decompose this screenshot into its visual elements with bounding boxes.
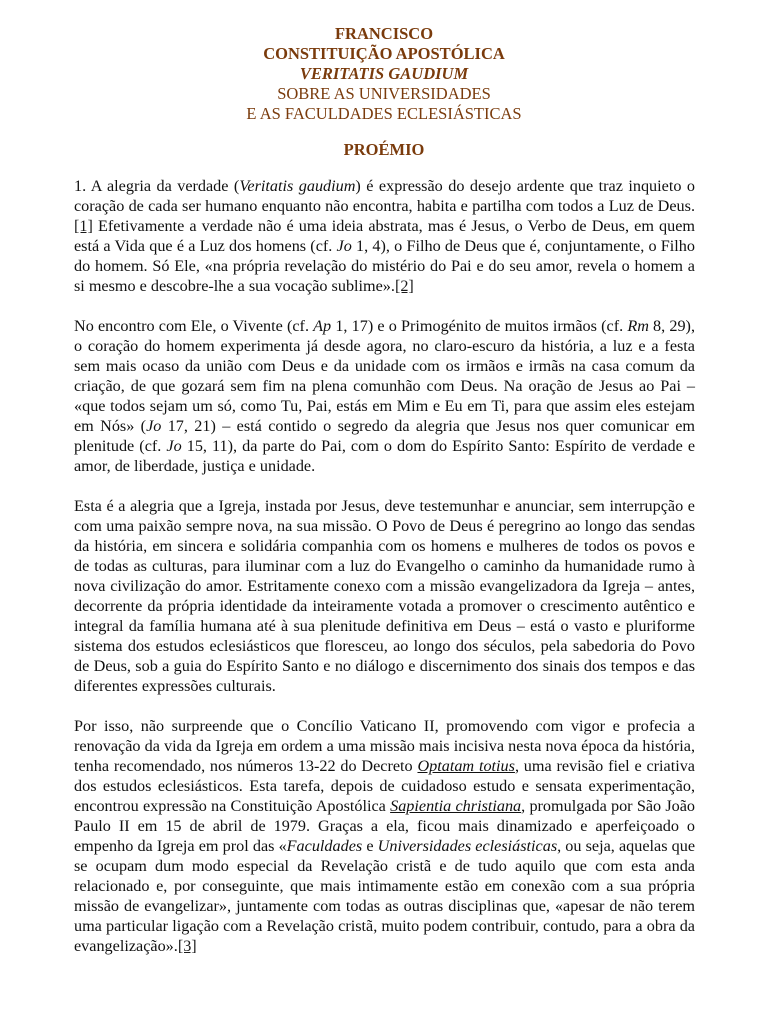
document-type: CONSTITUIÇÃO APOSTÓLICA: [263, 44, 505, 63]
text-span: Esta é a alegria que a Igreja, instada por Jesus, deve testemunhar e anunciar, sem interrupção e com uma paixão sempre nova, na sua missão. O Povo de Deus é peregrino ao longo das sendas da história, em sincera e solidária companhia com os homens e mulheres de todos os povos e de todas as culturas, para iluminar com a luz do Evangelho o caminho da humanidade rumo à nova civilização do amor. Estritamente conexo com a missão evangelizadora da Igreja – antes, decorrente da própria identidade da inteiramente votada a promover o crescimento autêntico e integral da família humana até à sua plenitude definitiva em Deus – está o vasto e pluriforme sistema dos estudos eclesiásticos que floresceu, ao longo dos séculos, pela sabedoria do Povo de Deus, sob a guia do Espírito Santo e no diálogo e discernimento dos sinais dos tempos e das diferentes expressões culturais.: [74, 497, 695, 695]
text-span: 8, 29), o coração do homem experimenta já desde agora, no claro-escuro da história, a luz e a festa sem mais ocaso da união com Deus e da unidade com os irmãos e irmãs na casa comum da criação, de que gozará sem fim na plena comunhão com Deus. Na oração de Jesus ao Pai – «que todos sejam um só, como Tu, Pai, estás em Mim e Eu em Ti, para que assim eles estejam em Nós» (: [74, 317, 695, 435]
italic-span: Veritatis gaudium: [239, 177, 356, 195]
document-title: VERITATIS GAUDIUM: [299, 64, 469, 83]
section-title: PROÉMIO: [343, 140, 425, 159]
italic-span: Ap: [313, 317, 332, 335]
text-span: , uma revisão fiel e criativa dos estudos eclesiásticos. Esta tarefa, depois de cuidadoso estudo e sensata experimentação, encontrou expressão na Constituição Apostólica: [74, 757, 695, 815]
paragraph-4: [74, 716, 695, 956]
italic-span: Jo: [146, 417, 162, 435]
paragraph-2: [74, 316, 695, 476]
text-span: 1, 17) e o Primogénito de muitos irmãos (cf.: [331, 317, 628, 335]
text-span: , ou seja, aquelas que se ocupam dum modo especial da Revelação cristã e de tudo aquilo que com esta anda relacionado e, por conseguinte, que mais intimamente estão em conexão com a sua própria missão de evangelizar», juntamente com todas as outras disciplinas que, «apesar de não terem uma particular ligação com a Revelação cristã, muito podem contribuir, contudo, para a obra da evangelização».: [74, 837, 696, 955]
footnote-link-2[interactable]: [2]: [394, 277, 414, 295]
text-span: 1, 4), o Filho de Deus que é, conjuntamente, o Filho do homem. Só Ele, «na própria revelação do mistério do Pai e do seu amor, revela o homem a si mesmo e descobre-lhe a sua vocação sublime».: [74, 237, 695, 295]
footnote-link-3[interactable]: [3]: [177, 937, 197, 955]
italic-span: Rm: [627, 317, 649, 335]
text-span: , promulgada por São João Paulo II em 15 de abril de 1979. Graças a ela, ficou mais dinamizado e aperfeiçoado o empenho da Igreja em prol das «: [74, 797, 696, 855]
italic-span: Faculdades: [286, 837, 363, 855]
italic-span: Universidades eclesiásticas: [377, 837, 558, 855]
paragraph-3: [74, 496, 695, 696]
italic-span: Jo: [336, 237, 352, 255]
text-span: e: [362, 837, 378, 855]
footnote-link-1[interactable]: [1]: [74, 217, 93, 235]
sapientia-christiana-link[interactable]: Sapientia christiana: [390, 797, 522, 815]
text-span: Efetivamente a verdade não é uma ideia abstrata, mas é Jesus, o Verbo de Deus, em quem está a Vida que é a Luz dos homens (cf.: [74, 217, 695, 255]
text-span: No encontro com Ele, o Vivente (cf.: [74, 317, 314, 335]
text-span: Por isso, não surpreende que o Concílio Vaticano II, promovendo com vigor e profecia a renovação da vida da Igreja em ordem a uma missão mais incisiva nesta nova época da história, tenha recomendado, nos números 13-22 do Decreto: [74, 717, 695, 775]
body-text: [74, 176, 695, 976]
document-subtitle-line-2: E AS FACULDADES ECLESIÁSTICAS: [246, 104, 522, 123]
document-subtitle-line-1: SOBRE AS UNIVERSIDADES: [277, 84, 491, 103]
text-span: 15, 11), da parte do Pai, com o dom do Espírito Santo: Espírito de verdade e amor, de liberdade, justiça e unidade.: [74, 437, 696, 475]
italic-span: Jo: [166, 437, 182, 455]
document-header: [0, 24, 768, 124]
optatam-totius-link[interactable]: Optatam totius: [417, 757, 515, 775]
text-span: 1. A alegria da verdade (: [74, 177, 240, 195]
paragraph-1: [74, 176, 695, 296]
author-name: FRANCISCO: [334, 24, 434, 43]
text-span: ) é expressão do desejo ardente que traz inquieto o coração de cada ser humano enquanto não encontra, habita e partilha com todos a Luz de Deus.: [74, 177, 695, 215]
text-span: 17, 21) – está contido o segredo da alegria que Jesus nos quer comunicar em plenitude (cf.: [74, 417, 695, 455]
